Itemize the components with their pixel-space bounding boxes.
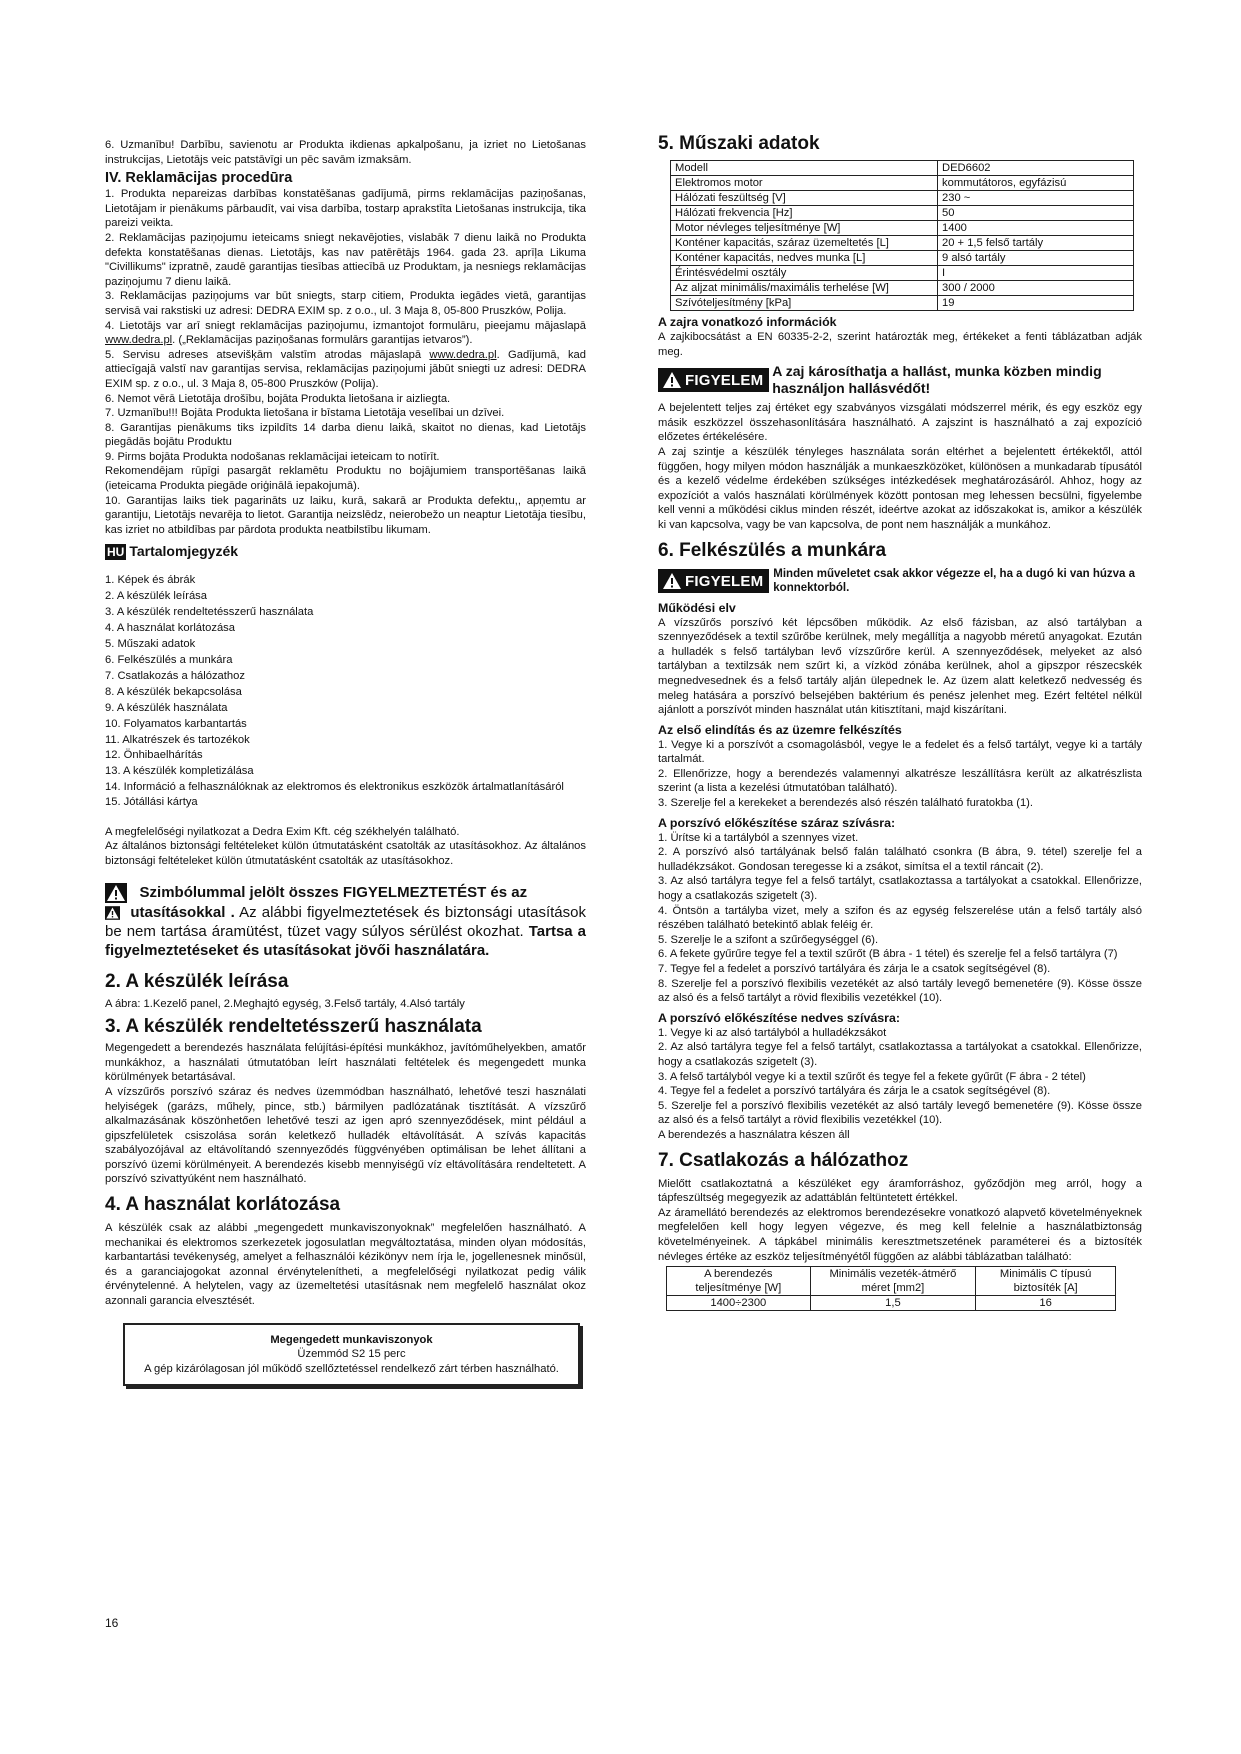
lv-paragraph-10: 10. Garantijas laiks tiek pagarināts uz laiku, kurā, sakarā ar Produkta defektu,, apņemtu ar garantiju, Lietotājs nevarēja to lietot. Garantija neizslēdz, neierobežo un neaptur Lietotāja tiesību, kas izriet no atbildības par pārdota produkta neatbilstību likumam. xyxy=(105,494,586,536)
toc-item[interactable]: 10. Folyamatos karbantartás xyxy=(105,717,247,730)
dry-step: 5. Szerelje le a szifont a szűrőegységgel (6). xyxy=(658,933,879,946)
noise-title: A zajra vonatkozó információk xyxy=(658,315,837,329)
table-header: Minimális C típusú biztosíték [A] xyxy=(976,1267,1116,1296)
spec-value: 19 xyxy=(938,296,1134,311)
table-cell: 1400÷2300 xyxy=(667,1296,811,1311)
wet-step: 1. Vegye ki az alsó tartályból a hulladékzsákot xyxy=(658,1026,887,1039)
spec-value: DED6602 xyxy=(938,161,1134,176)
section-2-title: 2. A készülék leírása xyxy=(105,970,289,992)
table-row xyxy=(671,221,1134,236)
lv-paragraph-6: 6. Nemot vērā Lietotāja drošību, bojāta Produkta lietošana ir aizliegta. xyxy=(105,392,451,405)
section-4-p1: A készülék csak az alábbi „megengedett munkaviszonyoknak” megfelelően használható. A mechanikai és elektromos szerkezetek jogosulatlan megváltoztatása, minden olyan módosítás, karbantartási tevékenység, amelyet a felhasználói kézikönyv nem írja le, jogellenesnek minősül, és a garanciajogokat azonnal érvénytelenítheti, a megfelelőségi nyilatkozat pedig válik érvénytelenné. A helytelen, vagy az üzemeltetési utasításnak nem megfelelő használat okoz azonnali garancia elvesztését. xyxy=(105,1222,586,1308)
wet-step: 2. Az alsó tartályra tegye fel a felső tartályt, csatlakoztassa a tartályokat a csatokkal. Ellenőrizze, hogy a csatlakozás szigetelt (3). xyxy=(658,1041,1142,1068)
start-step: 1. Vegye ki a porszívót a csomagolásból, vegye le a fedelet és a felső tartályt, vegye ki a tartály tartalmát. xyxy=(658,738,1142,766)
toc-item[interactable]: 5. Műszaki adatok xyxy=(105,638,196,651)
toc-item[interactable]: 7. Csatlakozás a hálózathoz xyxy=(105,669,245,682)
spec-key: Érintésvédelmi osztály xyxy=(671,266,938,281)
dry-step: 1. Ürítse ki a tartályból a szennyes vizet. xyxy=(658,831,859,844)
box-title: Megengedett munkaviszonyok xyxy=(270,1333,433,1346)
lv-paragraph-9: 9. Pirms bojāta Produkta nodošanas reklamācijai ieteicam to notīrīt. xyxy=(105,450,440,463)
section-3-title: 3. A készülék rendeltetésszerű használata xyxy=(105,1016,482,1038)
warning-bold-2: utasításokkal . xyxy=(130,903,235,921)
lv-paragraph-3: 3. Reklamācijas paziņojums var būt sniegts, starp citiem, Produkta iegādes vietā, garantijas servisā vai rakstiski uz adresi: DEDRA EXIM sp. z o.o., ul. 3 Maja 8, 05-800 Pruszków, Polija. xyxy=(105,290,586,317)
figyelem-badge: FIGYELEM xyxy=(658,368,769,392)
toc-item[interactable]: 1. Képek és ábrák xyxy=(105,574,196,587)
lv-paragraph-5: 5. Servisu adreses atsevišķām valstīm atrodas mājaslapā www.dedra.pl. Gadījumā, kad attiecīgajā valstī nav garantijas servisa, reklamācijas paziņojumi jābūt sniegti uz adresi: DEDRA EXIM sp. z o.o., ul. 3 Maja 8, 05-800 Pruszków (Polija). xyxy=(105,348,587,390)
warning-icon-small xyxy=(105,906,120,920)
spec-key: Hálózati frekvencia [Hz] xyxy=(671,206,938,221)
toc-item[interactable]: 11. Alkatrészek és tartozékok xyxy=(105,733,250,746)
warning-icon xyxy=(662,371,682,389)
dry-step: 3. Az alsó tartályra tegye fel a felső tartályt, csatlakoztassa a tartályokat a csatokkal. Ellenőrizze, hogy a csatlakozás szigetelt (3). xyxy=(658,875,1142,903)
allowed-conditions-box xyxy=(123,1323,580,1387)
spec-key: Konténer kapacitás, nedves munka [L] xyxy=(671,251,938,266)
dry-step: 4. Öntsön a tartályba vizet, mely a szifon és az egység felszerelése után a felső tartály alsó részében található betekintő ablak feléig ér. xyxy=(658,904,1142,932)
table-header: Minimális vezeték-átmérő méret [mm2] xyxy=(810,1267,975,1296)
warning-bold-3: Tartsa a figyelmeztetéseket és utasításokat jövői használatára. xyxy=(105,922,586,959)
left-column xyxy=(105,138,586,1386)
warning-statement xyxy=(105,883,586,960)
spec-value: 230 ~ xyxy=(938,191,1134,206)
table-row xyxy=(671,251,1134,266)
spec-value: 20 + 1,5 felső tartály xyxy=(938,236,1134,251)
toc-item[interactable]: 8. A készülék bekapcsolása xyxy=(105,685,242,698)
spec-key: Elektromos motor xyxy=(671,176,938,191)
box-line-2: A gép kizárólagosan jól működő szellőztetéssel rendelkező zárt térben használható. xyxy=(144,1362,559,1375)
safety-note: Az általános biztonsági feltételeket külön útmutatásként csatolták az utasításokhoz. Az általános biztonsági feltételeket külön útmutatásként csatolták az utasításokhoz. xyxy=(105,840,586,867)
spec-value: 9 alsó tartály xyxy=(938,251,1134,266)
warning-bold-1: Szimbólummal jelölt összes FIGYELMEZTETÉST és az xyxy=(139,883,528,901)
dedra-link-2[interactable]: www.dedra.pl xyxy=(429,348,497,361)
toc-item[interactable]: 3. A készülék rendeltetésszerű használata xyxy=(105,606,314,619)
wet-step: 3. A felső tartályból vegye ki a textil szűrőt és tegye fel a fekete gyűrűt (F ábra - 2 tétel) xyxy=(658,1070,1086,1083)
conformity-note: A megfelelőségi nyilatkozat a Dedra Exim Kft. cég székhelyén található. xyxy=(105,825,460,838)
dry-step: 2. A porszívó alsó tartályának belső falán található csonkra (B ábra, 9. tétel) szerelje fel a hulladékzsákot. Gondosan teregesse ki a zsákot, simítsa el a textil ráncait (2). xyxy=(658,846,1142,873)
noise-p1: A bejelentett teljes zaj értéket egy szabványos vizsgálati módszerrel mérik, és egy eszköz egy másik eszközzel összehasonlítására használható. A zajszint is használható a zaj expozíció előzetes értékelésére. xyxy=(658,402,1142,444)
toc-item[interactable]: 13. A készülék kompletizálása xyxy=(105,765,254,778)
lv-paragraph-1: 1. Produkta nepareizas darbības konstatēšanas gadījumā, pirms reklamācijas paziņošanas, Lietotājam ir pienākums pārbaudīt, vai visa darbība, tostarp aprakstīta Lietošanas instrukcija, tika pareizi veikta. xyxy=(105,188,586,230)
section-4-title: 4. A használat korlátozása xyxy=(105,1194,341,1216)
section-3-p2: A vízszűrős porszívó száraz és nedves üzemmódban használható, lehetővé teszi használati helyiségek (garázs, műhely, pince, stb.) bármilyen padlózatának tisztítását. A vízszűrő alkalmazásának köszönhetően lehetővé teszi az igen apró szennyeződések, mint például a gipszfelületek csiszolása során keletkező hulladék eltávolítását. A szívás kapacitás szabályozójával az eltávolítandó szennyeződés függvényében optimálisan be lehet állítani a porszívó üzemi körülményeit. A berendezés kisebb mennyiségű víz eltávolítására rendeltetett. A porszívó szivattyúként nem használható. xyxy=(105,1085,586,1186)
prep-warning-text: Minden műveletet csak akkor végezze el, ha a dugó ki van húzva a konnektorból. xyxy=(773,567,1136,595)
wet-step: 5. Szerelje fel a porszívó flexibilis vezetékét az alsó tartály levegő bemenetére (9). Kösse össze az alsó és a felső tartályt a rövid flexibilis vezetékkel (10). xyxy=(658,1099,1142,1127)
toc-item[interactable]: 12. Önhibaelhárítás xyxy=(105,749,203,762)
table-row xyxy=(671,161,1134,176)
warning-text: Az alábbi figyelmeztetések és biztonsági utasítások be nem tartása áramütést, tüzet vagy súlyos sérülést okozhat. xyxy=(105,903,586,940)
section-2-text: A ábra: 1.Kezelő panel, 2.Meghajtó egység, 3.Felső tartály, 4.Alsó tartály xyxy=(105,997,465,1010)
dedra-link[interactable]: www.dedra.pl xyxy=(105,334,173,347)
spec-value: kommutátoros, egyfázisú xyxy=(938,176,1134,191)
table-row xyxy=(667,1296,1116,1311)
table-row xyxy=(671,176,1134,191)
lv-paragraph-7: 7. Uzmanību!!! Bojāta Produkta lietošana ir bīstama Lietotāja veselībai un dzīvei. xyxy=(105,407,505,420)
spec-key: Az aljzat minimális/maximális terhelése [W] xyxy=(671,281,938,296)
section-7-title: 7. Csatlakozás a hálózathoz xyxy=(658,1149,909,1171)
toc-item[interactable]: 2. A készülék leírása xyxy=(105,590,207,603)
toc-item[interactable]: 9. A készülék használata xyxy=(105,701,228,714)
page-number: 16 xyxy=(105,1616,119,1630)
table-row xyxy=(671,191,1134,206)
start-title: Az első elindítás és az üzemre felkészítés xyxy=(658,722,902,737)
spec-key: Motor névleges teljesítménye [W] xyxy=(671,221,938,236)
toc-heading xyxy=(105,543,586,561)
lv-paragraph-4: 4. Lietotājs var arī sniegt reklamācijas paziņojumu, izmantojot formulāru, pieejamu mājaslapā www.dedra.pl. („Reklamācijas paziņošanas formulārs garantijas ietvaros”). xyxy=(105,319,586,347)
start-step: 3. Szerelje fel a kerekeket a berendezés alsó részén található furatokba (1). xyxy=(658,797,1033,810)
section-3-p1: Megengedett a berendezés használata felújítási-építési munkákhoz, javítóműhelyekben, amatőr munkákhoz, a használati útmutatóban leírt használati feltételek és megengedett munka körülmények betartásával. xyxy=(105,1042,586,1084)
table-row xyxy=(671,281,1134,296)
spec-key: Konténer kapacitás, száraz üzemeltetés [L] xyxy=(671,236,938,251)
toc-title: Tartalomjegyzék xyxy=(129,543,239,560)
spec-value: 300 / 2000 xyxy=(938,281,1134,296)
noise-warning-text: A zaj károsíthatja a hallást, munka közben mindig használjon hallásvédőt! xyxy=(772,363,1102,397)
spec-value: 50 xyxy=(938,206,1134,221)
lv-paragraph-2: 2. Reklamācijas paziņojumu ieteicams sniegt nekavējoties, vislabāk 7 dienu laikā no Produkta defekta konstatēšanas dienas. Lietotājs, kas nav patērētājs 1964. gada 23. aprīļa Likuma "Civillikums" izpratnē, zaudē garantijas tiesības attiecībā uz Produktam, ja nesniegs reklamācijas paziņojumu 7 dienu laikā. xyxy=(105,231,586,288)
right-column xyxy=(658,132,1142,1311)
hu-badge: HU xyxy=(107,545,125,560)
dry-step: 7. Tegye fel a fedelet a porszívó tartályára és zárja le a csatok segítségével (8). xyxy=(658,963,1051,975)
toc-item[interactable]: 14. Információ a felhasználóknak az elektromos és elektronikus eszközök ártalmatlanításáról xyxy=(105,781,564,794)
table-row xyxy=(671,266,1134,281)
toc-item[interactable]: 15. Jótállási kártya xyxy=(105,795,198,808)
box-line-1: Üzemmód S2 15 perc xyxy=(297,1348,406,1361)
prep-warning xyxy=(658,567,1142,596)
dry-step: 6. A fekete gyűrűre tegye fel a textil szűrőt (B ábra - 1 tétel) és szerelje fel a felső tartályra (7) xyxy=(658,948,1118,961)
noise-text: A zajkibocsátást a EN 60335-2-2, szerint határozták meg, értékeket a fenti táblázatban adják meg. xyxy=(658,331,1142,358)
toc-list xyxy=(105,573,586,810)
warning-icon xyxy=(105,883,127,903)
table-header: A berendezés teljesítménye [W] xyxy=(667,1267,811,1296)
figyelem-badge: FIGYELEM xyxy=(658,569,769,593)
warning-icon xyxy=(662,572,682,590)
section-7-p2: Az áramellátó berendezés az elektromos berendezésekre vonatkozó alapvető követelményeknek megfelelően kell hogy legyen végezve, és meg kell felelnie a használatbiztonság követelményeinek. A tápkábel minimális keresztmetszetének paraméterei és a biztosíték névleges értéke az eszköz teljesítményétől függően az alábbi táblázatban található: xyxy=(658,1206,1142,1263)
table-cell: 1,5 xyxy=(810,1296,975,1311)
dry-title: A porszívó előkészítése száraz szívásra: xyxy=(658,815,896,830)
cable-table xyxy=(666,1266,1116,1311)
spec-value: 1400 xyxy=(938,221,1134,236)
lv-point-6: 6. Uzmanību! Darbību, savienotu ar Produkta ikdienas apkalpošanu, ja izriet no Lietošanas instrukcijas, Lietotājs veic patstāvīgi un pēc savām izmaksām. xyxy=(105,139,586,166)
toc-item[interactable]: 4. A használat korlátozása xyxy=(105,622,235,635)
lv-heading: IV. Reklamācijas procedūra xyxy=(105,170,293,187)
operation-title: Működési elv xyxy=(658,600,736,615)
section-7-p1: Mielőtt csatlakoztatná a készüléket egy áramforráshoz, győződjön meg arról, hogy a tápfeszültség megegyezik az adattáblán feltüntetett értékkel. xyxy=(658,1177,1142,1205)
dry-step: 8. Szerelje fel a porszívó flexibilis vezetékét az alsó tartály levegő bemenetére (9). Kösse össze az alsó és a felső tartályt a rövid flexibilis vezetékkel (10). xyxy=(658,977,1142,1005)
lv-paragraph-8: 8. Garantijas pienākums tiks izpildīts 14 darba dienu laikā, skaitot no dienas, kad Lietotājs piegādās bojātu Produktu xyxy=(105,421,586,449)
operation-text: A vízszűrős porszívó két lépcsőben működik. Az első fázisban, az alsó tartályban a szennyeződések a textil szűrőbe kerülnek, mely megállítja a nagyobb méretű anyagokat. Ezután a hulladék s felső tartályban levő vízszűrőre kerül. A szennyeződések, melyeket az alsó tartályban a textilzsák nem szűrt ki, a vízköd zónába kerülnek, ahol a gipszpor részecskék megnedvesednek és a felső tartály alján ülepednek le. Az üzem alatt keletkező nedvesség és meleg hatására a porszívó belsejében baktérium és penész jelenhet meg. Ezért feltétel nélkül ajánlott a porszívót minden használat után kitisztítani, majd kiszárítani. xyxy=(658,616,1142,717)
table-cell: 16 xyxy=(976,1296,1116,1311)
noise-warning xyxy=(658,363,1142,397)
section-6-title: 6. Felkészülés a munkára xyxy=(658,539,887,561)
section-5-title: 5. Műszaki adatok xyxy=(658,133,820,154)
spec-value: I xyxy=(938,266,1134,281)
table-row xyxy=(671,236,1134,251)
wet-step: A berendezés a használatra készen áll xyxy=(658,1128,850,1141)
table-row xyxy=(671,206,1134,221)
start-step: 2. Ellenőrizze, hogy a berendezés valamennyi alkatrésze leszállításra került az alkatrészlista szerint (a lista a kezelési útmutatóban található). xyxy=(658,767,1142,795)
spec-key: Modell xyxy=(671,161,938,176)
table-row xyxy=(671,296,1134,311)
wet-step: 4. Tegye fel a fedelet a porszívó tartályára és zárja le a csatok segítségével (8). xyxy=(658,1085,1051,1098)
lv-paragraph-9b: Rekomendējam rūpīgi pasargāt reklamētu Produktu no bojājumiem transportēšanas laikā (ieteicama Produkta piegāde oriģinālā iepakojumā). xyxy=(105,465,586,493)
toc-item[interactable]: 6. Felkészülés a munkára xyxy=(105,653,233,666)
spec-table xyxy=(670,160,1134,311)
wet-title: A porszívó előkészítése nedves szívásra: xyxy=(658,1010,900,1025)
noise-p2: A zaj szintje a készülék tényleges használata során eltérhet a bejelentett értékektől, attól függően, hogy milyen módon használják a munkaeszközöket, különösen a munkadarab típusától és a kezelő védelme érdekében szükséges intézkedések meghatározásáról. Ahhoz, hogy az expozíciót a valós használati körülmények között pontosan meg lehessen becsülni, figyelembe kell venni a működési ciklus minden részét, ideértve azokat az időszakokat is, amikor a készülék ki van kapcsolva, vagy be van kapcsolva, de pont nem használják a munkához. xyxy=(658,445,1142,531)
spec-key: Szívóteljesítmény [kPa] xyxy=(671,296,938,311)
spec-key: Hálózati feszültség [V] xyxy=(671,191,938,206)
table-row xyxy=(667,1267,1116,1296)
